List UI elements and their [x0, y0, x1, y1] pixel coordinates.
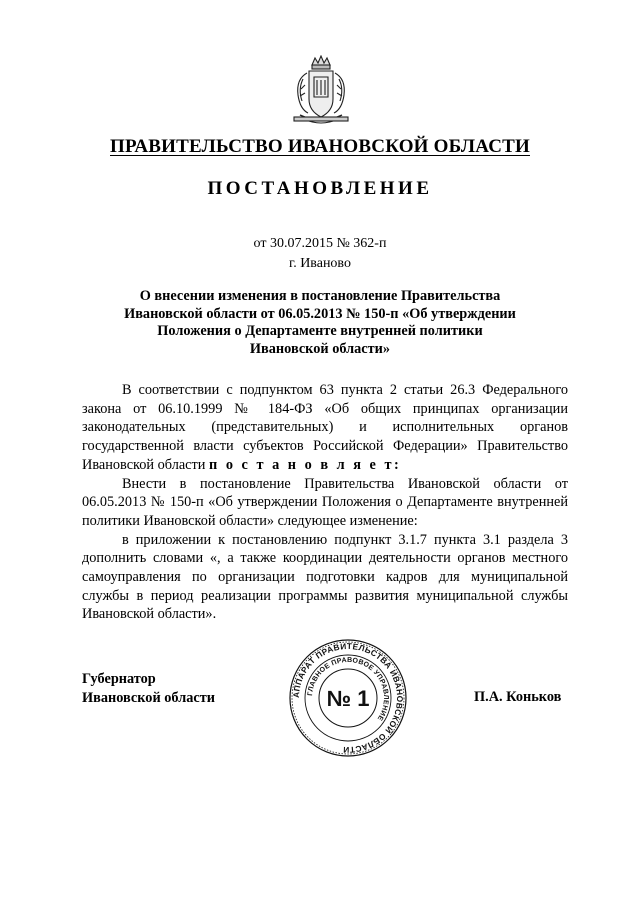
seal-inner-text: ГЛАВНОЕ ПРАВОВОЕ УПРАВЛЕНИЕ — [307, 656, 390, 722]
coat-of-arms-icon — [292, 55, 350, 127]
seal-ring-text: АППАРАТ ПРАВИТЕЛЬСТВА ИВАНОВСКОЙ ОБЛАСТИ — [290, 640, 406, 756]
body-text — [82, 381, 568, 624]
seal-number: № 1 — [326, 686, 370, 711]
signatory-title-line: Губернатор — [82, 671, 156, 687]
signatory-title-line: Ивановской области — [82, 690, 215, 706]
subject-line: Ивановской области» — [249, 340, 391, 357]
preamble-text: В соответствии с подпунктом 63 пункта 2 статьи 26.3 Федерального закона от 06.10.1999 № 184-ФЗ «Об общих принципах организации законодательных (представительных) и исполнительных органов государственной власти субъектов Российской Федерации» Правительство Ивановской области — [82, 382, 568, 473]
subject-line: О внесении изменения в постановление Правительства — [139, 288, 501, 304]
signatory-name: П.А. Коньков — [474, 689, 562, 705]
subject-line: Положения о Департаменте внутренней политики — [157, 323, 483, 339]
paragraph-amendment: Внести в постановление Правительства Ивановской области от 06.05.2013 № 150-п «Об утверждении Положения о Департаменте внутренней политики Ивановской области» следующее изменение: — [82, 475, 568, 529]
government-title — [60, 136, 580, 158]
date-number: от 30.07.2015 № 362-п — [253, 236, 387, 251]
decree-word: п о с т а н о в л я е т: — [209, 456, 402, 473]
subject-heading — [95, 288, 545, 358]
subject-line: Ивановской области от 06.05.2013 № 150-п «Об утверждении — [124, 305, 516, 322]
city: г. Иваново — [289, 256, 351, 271]
document-type: ПОСТАНОВЛЕНИЕ — [207, 178, 433, 199]
paragraph-preamble — [82, 381, 568, 475]
government-title-text: ПРАВИТЕЛЬСТВО ИВАНОВСКОЙ ОБЛАСТИ — [110, 136, 530, 157]
paragraph-change: в приложении к постановлению подпункт 3.1.7 пункта 3.1 раздела 3 дополнить словами «, а также координации деятельности органов местного самоуправления по организации подготовки кадров для муниципальной службы в период реализации программы развития муниципальной службы Ивановской области». — [82, 531, 568, 623]
signatory-title — [82, 670, 215, 708]
official-seal — [285, 638, 411, 758]
